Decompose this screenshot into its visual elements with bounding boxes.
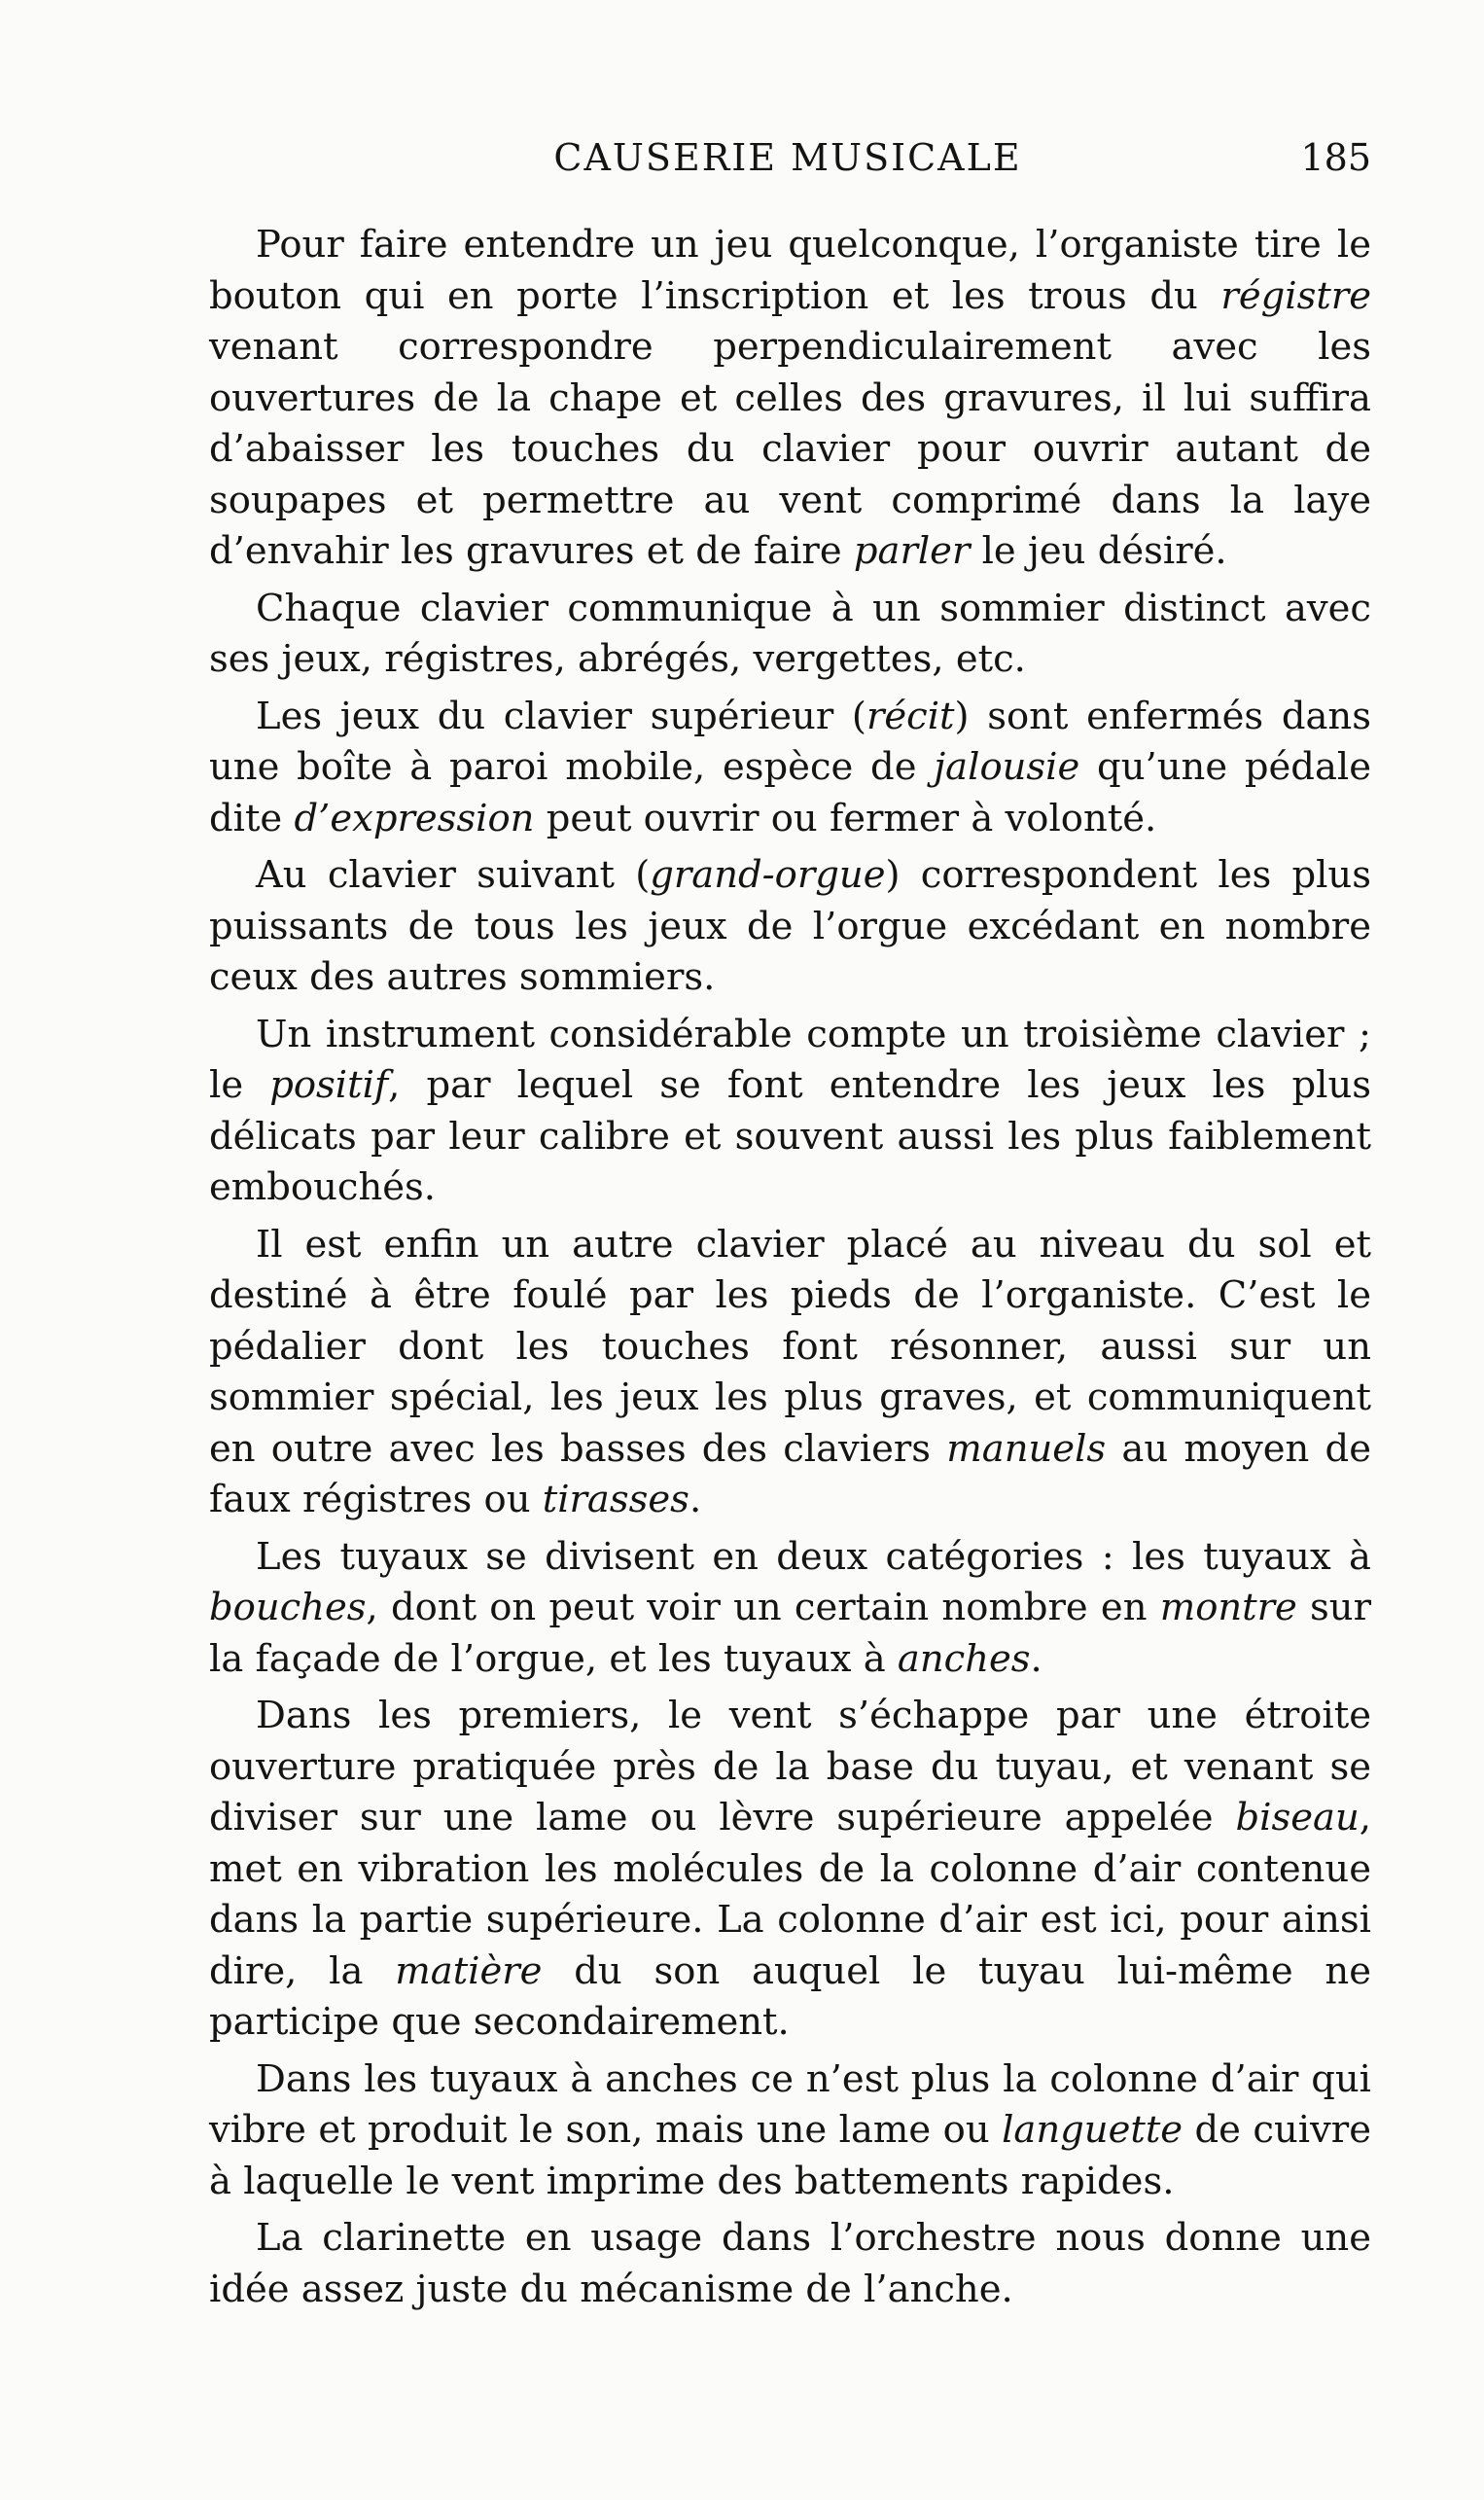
page-header <box>204 136 1371 195</box>
italic-term: bouches <box>209 1586 367 1629</box>
text-run: . <box>1030 1636 1042 1681</box>
paragraph <box>209 1691 1371 2049</box>
text-run: venant correspondre perpendiculairement avec les ouvertures de la chape et celles des gravures, il lui suffira d’abaisser les touches du clavier pour ouvrir autant de soupapes et permettre au vent comprimé dans la laye d’envahir les gravures et de faire <box>209 325 1371 573</box>
text-run: du son auquel le tuyau lui-même ne participe que secondairement. <box>209 1948 1371 2044</box>
italic-term: montre <box>1159 1586 1297 1629</box>
paragraph <box>209 1220 1371 1526</box>
italic-term: récit <box>866 694 955 738</box>
text-run: peut ouvrir ou fermer à volonté. <box>534 796 1157 840</box>
paragraph <box>209 2054 1371 2208</box>
text-run: , met en vibration les molécules de la colonne d’air contenue dans la partie supérieure. La colonne d’air est ici, pour ainsi dire, la <box>209 1796 1371 1993</box>
paragraph <box>209 2213 1371 2315</box>
paragraph <box>209 1010 1371 1214</box>
italic-term: parler <box>853 529 971 573</box>
page-number: 185 <box>1300 136 1371 179</box>
text-run: Au clavier suivant ( <box>256 853 651 897</box>
text-run: Dans les premiers, le vent s’échappe par une étroite ouverture pratiquée près de la base du tuyau, et venant se diviser sur une lame ou lèvre supérieure appelée <box>209 1694 1371 1839</box>
paragraph <box>209 1532 1371 1686</box>
text-run: Il est enfin un autre clavier placé au niveau du sol et destiné à être foulé par les pieds de l’organiste. C’est le pédalier dont les touches font résonner, aussi sur un sommier spécial, les jeux les plus graves, et communiquent en outre avec les basses des claviers <box>209 1222 1371 1471</box>
text-run: Les tuyaux se divisent en deux catégories : les tuyaux à <box>256 1534 1371 1579</box>
text-run: La clarinette en usage dans l’orchestre nous donne une idée assez juste du mécanisme de l’anche. <box>209 2216 1371 2311</box>
italic-term: languette <box>1002 2108 1184 2152</box>
text-run: ) sont enfermés dans une boîte à paroi mobile, espèce de <box>209 694 1371 789</box>
text-run: Chaque clavier communique à un sommier distinct avec ses jeux, régistres, abrégés, vergettes, etc. <box>209 586 1371 681</box>
italic-term: matière <box>395 1948 543 1993</box>
italic-term: d’expression <box>294 796 535 840</box>
italic-term: tirasses <box>542 1478 689 1521</box>
paragraph <box>209 220 1371 578</box>
text-run: de cuivre à laquelle le vent imprime des battements rapides. <box>209 2108 1371 2203</box>
text-run: qu’une pédale dite <box>209 745 1371 840</box>
italic-term: régistre <box>1220 273 1371 318</box>
text-run: Dans les tuyaux à anches ce n’est plus la colonne d’air qui vibre et produit le son, mais une lame ou <box>209 2056 1371 2152</box>
text-run: . <box>689 1478 702 1521</box>
italic-term: anches <box>897 1636 1031 1681</box>
paragraph <box>209 850 1371 1004</box>
text-run: sur la façade de l’orgue, et les tuyaux à <box>209 1586 1371 1681</box>
paragraph <box>209 584 1371 686</box>
text-run: , par lequel se font entendre les jeux les plus délicats par leur calibre et souvent aussi les plus faiblement embouchés. <box>209 1063 1371 1209</box>
text-run: Un instrument considérable compte un troisième clavier ; le <box>209 1012 1371 1107</box>
text-run: , dont on peut voir un certain nombre en <box>366 1586 1160 1629</box>
running-title: CAUSERIE MUSICALE <box>553 136 1022 179</box>
text-run: Les jeux du clavier supérieur ( <box>256 694 866 738</box>
text-run: au moyen de faux régistres ou <box>209 1426 1371 1521</box>
body-text <box>209 220 1371 2321</box>
text-run: Pour faire entendre un jeu quelconque, l’organiste tire le bouton qui en porte l’inscription et les trous du <box>209 223 1371 318</box>
italic-term: jalousie <box>934 745 1080 789</box>
italic-term: manuels <box>946 1426 1107 1471</box>
text-run: le jeu désiré. <box>970 529 1227 573</box>
italic-term: biseau <box>1235 1796 1360 1839</box>
italic-term: grand-orgue <box>650 853 886 897</box>
italic-term: positif <box>269 1063 389 1107</box>
text-run: ) correspondent les plus puissants de tous les jeux de l’orgue excédant en nombre ceux des autres sommiers. <box>209 853 1371 999</box>
paragraph <box>209 692 1371 845</box>
